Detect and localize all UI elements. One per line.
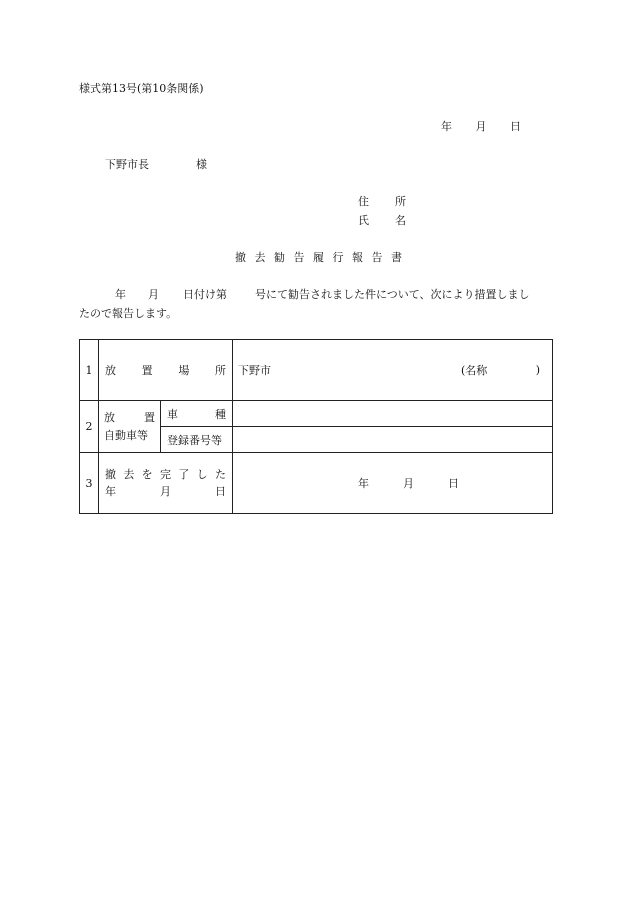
body-line2: たので報告します。 <box>79 307 178 320</box>
location-value <box>233 340 553 401</box>
body-year: 年 <box>115 288 126 301</box>
form-number: 様式第13号(第10条関係) <box>79 82 204 95</box>
completion-date-value: 年 月 日 <box>233 453 553 514</box>
vehicle-label: 放 置 自動車等 <box>99 401 161 453</box>
location-label: 放 置 場 所 <box>99 340 233 401</box>
row-number: 1 <box>80 340 99 401</box>
registration-value <box>233 427 553 453</box>
location-city: 下野市 <box>238 364 271 377</box>
addressee-honorific: 様 <box>196 158 207 171</box>
date-line <box>441 118 521 134</box>
row-number: 2 <box>80 401 99 453</box>
address-label: 住 所 <box>358 195 406 208</box>
date-month: 月 <box>475 120 487 133</box>
body-line1-rest: 号にて勧告されました件について、次により措置しまし <box>255 288 530 301</box>
body-month: 月 <box>148 288 159 301</box>
location-name-open: (名称 <box>461 364 488 377</box>
document-title: 撤 去 勧 告 履 行 報 告 書 <box>235 251 402 264</box>
row-number: 3 <box>80 453 99 514</box>
date-year: 年 <box>441 120 452 133</box>
table-row-completion <box>80 453 553 514</box>
addressee-name: 下野市長 <box>105 158 149 171</box>
location-name-close: ) <box>535 363 540 377</box>
registration-label: 登録番号等 <box>161 427 233 453</box>
completion-label: 撤 去 を 完 了 し た 年 月 日 <box>99 453 233 514</box>
table-row-location <box>80 340 553 401</box>
vehicle-type-label: 車 種 <box>161 401 233 427</box>
name-label: 氏 名 <box>358 214 406 227</box>
body-day-prefix: 日付け第 <box>183 288 227 301</box>
table-row-vehicle-type <box>80 401 553 427</box>
vehicle-type-value <box>233 401 553 427</box>
date-day: 日 <box>510 120 521 133</box>
report-table <box>79 339 553 514</box>
